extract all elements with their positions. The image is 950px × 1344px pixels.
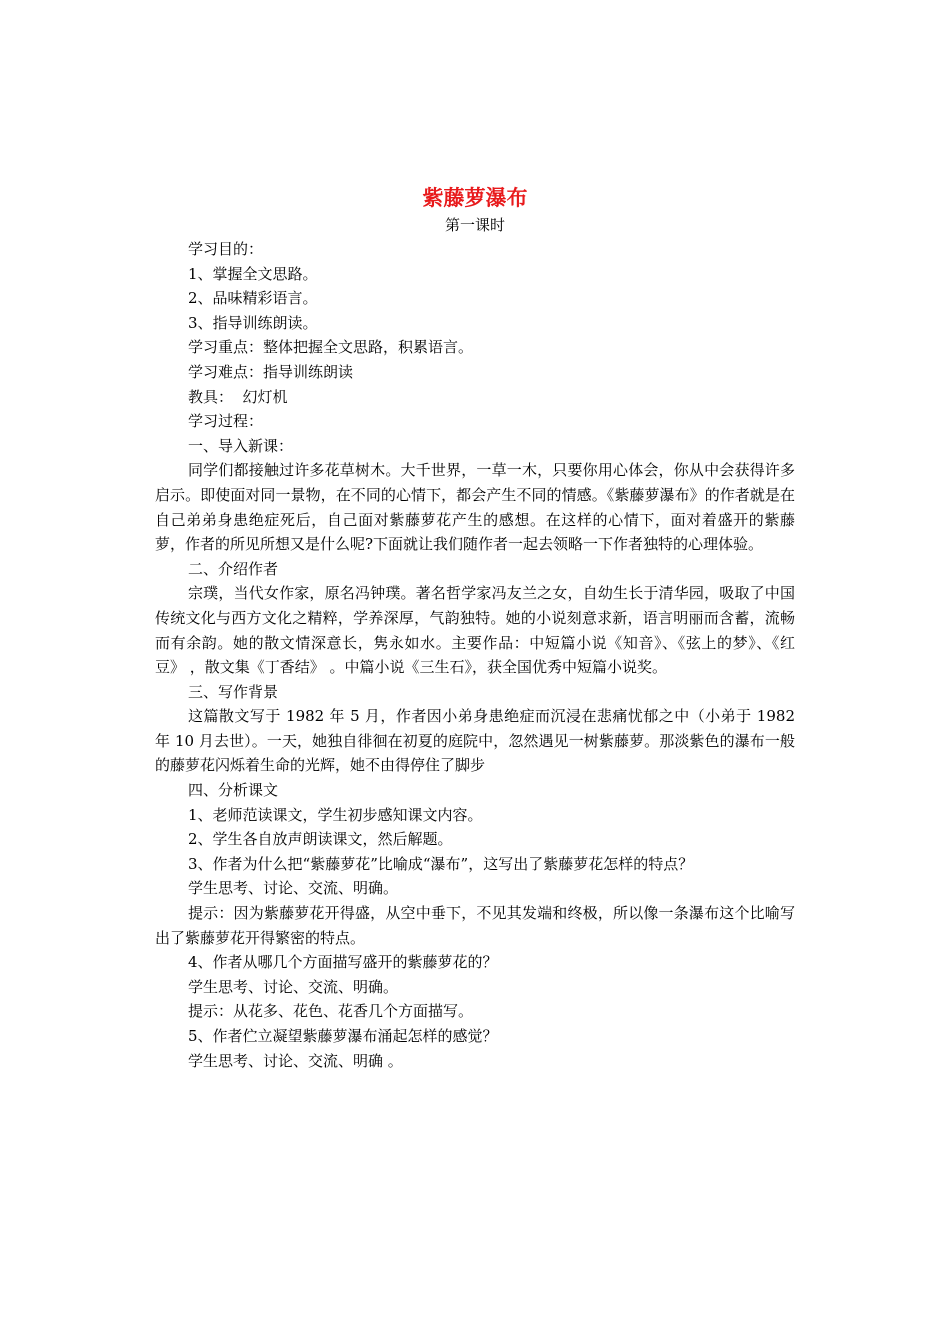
paragraph: 3、指导训练朗读。 bbox=[188, 313, 318, 332]
paragraph: 同学们都接触过许多花草树木。大千世界，一草一木，只要你用心体会，你从中会获得许多启示。即使面对同一景物，在不同的心情下，都会产生不同的情感。《紫藤萝瀑布》的作者就是在自己弟弟身患绝症死后，自己面对紫藤萝花产生的感想。在这样的心情下，面对着盛开的紫藤萝，作者的所见所想又是什么呢?下面就让我们随作者一起去领略一下作者独特的心理体验。 bbox=[155, 461, 795, 554]
paragraph: 3、作者为什么把“紫藤萝花”比喻成“瀑布”，这写出了紫藤萝花怎样的特点？ bbox=[188, 854, 694, 873]
paragraph: 2、学生各自放声朗读课文，然后解题。 bbox=[188, 830, 453, 849]
paragraph: 学生思考、讨论、交流、明确。 bbox=[188, 977, 399, 996]
paragraph: 提示：因为紫藤萝花开得盛，从空中垂下，不见其发端和终极，所以像一条瀑布这个比喻写出了紫藤萝花开得繁密的特点。 bbox=[155, 904, 795, 947]
paragraph: 学习过程： bbox=[188, 412, 264, 431]
paragraph: 三、写作背景 bbox=[188, 682, 279, 701]
document-title: 紫藤萝瀑布 bbox=[422, 186, 528, 210]
paragraph: 二、介绍作者 bbox=[188, 559, 279, 578]
paragraph: 四、分析课文 bbox=[188, 781, 279, 800]
paragraph: 一、导入新课： bbox=[188, 436, 294, 455]
paragraph: 宗璞，当代女作家，原名冯钟璞。著名哲学家冯友兰之女，自幼生长于清华园，吸取了中国传统文化与西方文化之精粹，学养深厚，气韵独特。她的小说刻意求新，语言明丽而含蓄，流畅而有余韵。她的散文情深意长，隽永如水。主要作品：中短篇小说《知音》、《弦上的梦》、《红豆》 ，散文集《丁香结》 。中篇小说《三生石》，获全国优秀中短篇小说奖。 bbox=[155, 584, 795, 677]
paragraph: 2、品味精彩语言。 bbox=[188, 289, 318, 308]
paragraph: 4、作者从哪几个方面描写盛开的紫藤萝花的？ bbox=[188, 953, 498, 972]
paragraph: 1、老师范读课文，学生初步感知课文内容。 bbox=[188, 805, 483, 824]
document-body bbox=[155, 237, 795, 1073]
paragraph: 这篇散文写于 1982 年 5 月，作者因小弟身患绝症而沉浸在悲痛忧郁之中（小弟于 1982 年 10 月去世）。一天，她独自徘徊在初夏的庭院中，忽然遇见一树紫藤萝。那淡紫色的瀑布一般的藤萝花闪烁着生命的光辉，她不由得停住了脚步 bbox=[155, 707, 795, 775]
paragraph: 学生思考、讨论、交流、明确。 bbox=[188, 879, 399, 898]
paragraph: 5、作者伫立凝望紫藤萝瀑布涌起怎样的感觉？ bbox=[188, 1027, 498, 1045]
paragraph: 学习重点：整体把握全文思路，积累语言。 bbox=[188, 338, 474, 357]
paragraph: 提示：从花多、花色、花香几个方面描写。 bbox=[188, 1002, 474, 1021]
paragraph: 学生思考、讨论、交流、明确 。 bbox=[188, 1051, 403, 1070]
paragraph: 教具： 幻灯机 bbox=[188, 387, 288, 406]
document-subtitle: 第一课时 bbox=[444, 216, 505, 234]
paragraph: 1、掌握全文思路。 bbox=[188, 264, 318, 283]
paragraph: 学习难点：指导训练朗读 bbox=[188, 362, 354, 381]
paragraph: 学习目的： bbox=[188, 240, 264, 258]
